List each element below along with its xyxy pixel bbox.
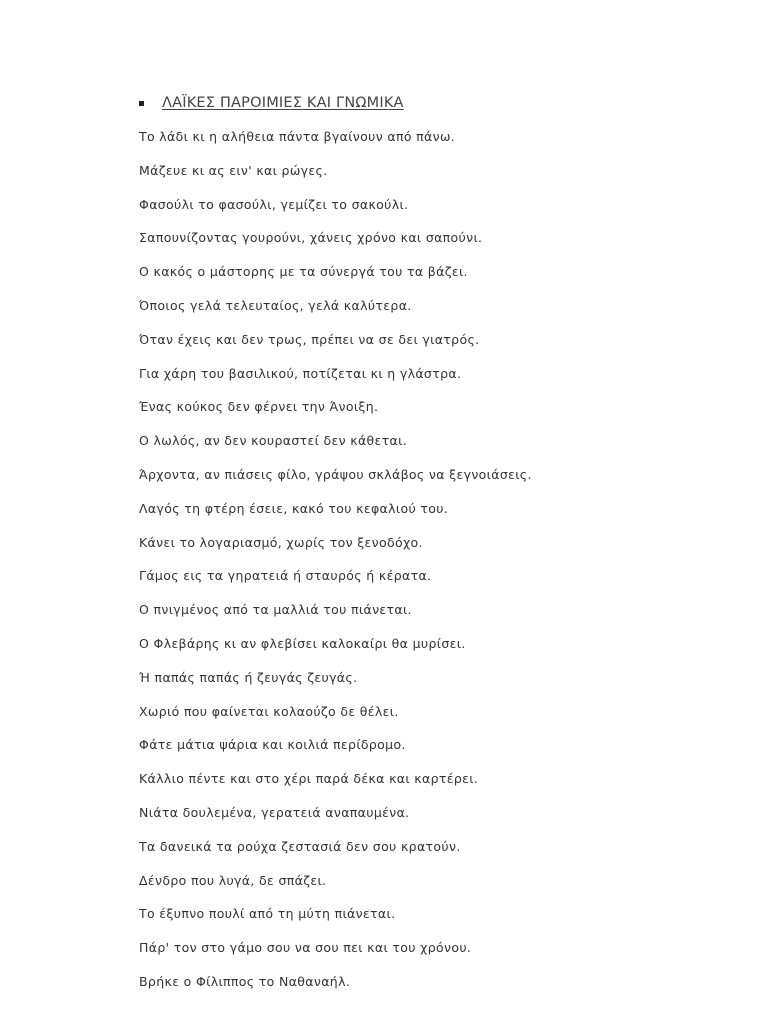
proverb-line: Πάρ' τον στο γάμο σου να σου πει και του χρόνου. [139,940,472,956]
proverb-line: Ένας κούκος δεν φέρνει την Άνοιξη. [139,399,379,415]
proverb-line: Ή παπάς παπάς ή ζευγάς ζευγάς. [139,669,358,685]
proverb-line: Μάζευε κι ας ειν' και ρώγες. [139,162,328,178]
proverb-line: Κάνει το λογαριασμό, χωρίς τον ξενοδόχο. [139,534,423,550]
proverb-line: Το έξυπνο πουλί από τη μύτη πιάνεται. [139,906,396,922]
proverb-line: Ο Φλεβάρης κι αν φλεβίσει καλοκαίρι θα μυρίσει. [139,635,466,651]
proverb-line: Χωριό που φαίνεται κολαούζο δε θέλει. [139,703,399,719]
proverb-line: Ο λωλός, αν δεν κουραστεί δεν κάθεται. [139,433,408,449]
proverb-line: Όποιος γελά τελευταίος, γελά καλύτερα. [139,297,412,313]
proverb-line: Το λάδι κι η αλήθεια πάντα βγαίνουν από πάνω. [139,129,456,144]
proverb-line: Νιάτα δουλεμένα, γερατειά αναπαυμένα. [139,804,410,820]
square-bullet-icon [139,101,144,106]
proverb-line: Ο κακός ο μάστορης με τα σύνεργά του τα βάζει. [139,264,468,280]
proverb-line: Γάμος εις τα γηρατειά ή σταυρός ή κέρατα. [139,568,432,584]
proverb-line: Λαγός τη φτέρη έσειε, κακό του κεφαλιού του. [139,500,449,516]
proverb-line: Άρχοντα, αν πιάσεις φίλο, γράψου σκλάβος να ξεγνοιάσεις. [139,466,532,482]
proverb-line: Για χάρη του βασιλικού, ποτίζεται κι η γλάστρα. [139,365,462,381]
proverb-line: Φάτε μάτια ψάρια και κοιλιά περίδρομο. [139,737,406,753]
proverb-line: Τα δανεικά τα ρούχα ζεστασιά δεν σου κρατούν. [139,838,461,854]
proverb-line: Φασούλι το φασούλι, γεμίζει το σακούλι. [139,196,409,212]
proverb-line: Βρήκε ο Φίλιππος το Ναθαναήλ. [139,973,351,989]
proverb-line: Δένδρο που λυγά, δε σπάζει. [139,872,327,888]
proverb-line: Όταν έχεις και δεν τρως, πρέπει να σε δει γιατρός. [139,331,480,347]
proverb-list [139,127,532,1006]
section-heading-link[interactable]: ΛΑΪΚΕΣ ΠΑΡΟΙΜΙΕΣ ΚΑΙ ΓΝΩΜΙΚΑ [162,95,404,111]
section-heading-row [139,92,404,114]
proverb-line: Σαπουνίζοντας γουρούνι, χάνεις χρόνο και σαπούνι. [139,230,483,246]
proverb-line: Ο πνιγμένος από τα μαλλιά του πιάνεται. [139,602,412,618]
proverb-line: Κάλλιο πέντε και στο χέρι παρά δέκα και καρτέρει. [139,771,479,787]
